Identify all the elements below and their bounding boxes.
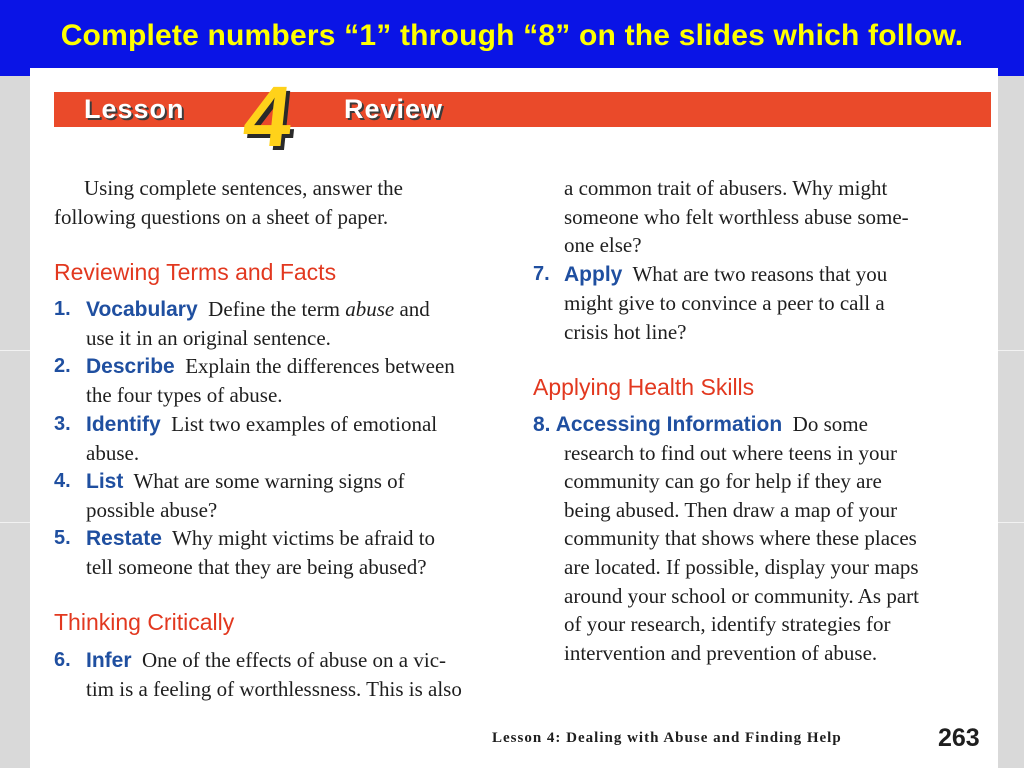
q7-line-2: might give to convince a peer to call a xyxy=(564,291,885,315)
slide-title-bar xyxy=(0,0,1024,76)
q6-line-5: one else? xyxy=(564,233,642,257)
heading-health-skills: Applying Health Skills xyxy=(533,374,755,400)
q6-line-1: Infer One of the effects of abuse on a vic- xyxy=(86,648,447,672)
lesson-review-banner xyxy=(54,92,991,127)
margin-divider xyxy=(0,522,30,523)
q8-line-5: community that shows where these places xyxy=(564,526,917,550)
lesson-number: 4 xyxy=(238,69,297,165)
q1-line-1: Vocabulary Define the term abuse and xyxy=(86,297,430,321)
intro-line-1: Using complete sentences, answer the xyxy=(84,176,403,200)
q4-line-1: List What are some warning signs of xyxy=(86,469,405,493)
q8-line-4: being abused. Then draw a map of your xyxy=(564,498,898,522)
page-number: 263 xyxy=(938,724,980,752)
q8-keyword: Accessing Information xyxy=(555,413,783,436)
q2-keyword: Describe xyxy=(86,355,175,378)
right-margin xyxy=(998,76,1024,768)
q5-keyword: Restate xyxy=(86,527,162,550)
heading-thinking-critically: Thinking Critically xyxy=(54,609,235,635)
intro-line-2: following questions on a sheet of paper. xyxy=(54,205,389,229)
margin-divider xyxy=(0,350,30,351)
q8-line-6: are located. If possible, display your maps xyxy=(564,555,919,579)
q1-keyword: Vocabulary xyxy=(86,298,198,321)
q4-keyword: List xyxy=(86,470,124,493)
q8-number: 8. xyxy=(533,413,551,436)
q6-line-2: tim is a feeling of worthlessness. This is also xyxy=(86,677,462,701)
q3-number: 3. xyxy=(54,413,71,435)
q2-line-2: the four types of abuse. xyxy=(86,383,283,407)
q7-keyword: Apply xyxy=(564,263,623,286)
q4-line-2: possible abuse? xyxy=(86,498,218,522)
q5-number: 5. xyxy=(54,527,71,549)
q1-number: 1. xyxy=(54,298,71,320)
margin-divider xyxy=(998,522,1024,523)
q2-number: 2. xyxy=(54,355,71,377)
banner-lesson-word: Lesson xyxy=(84,94,185,124)
q6-number: 6. xyxy=(54,649,71,671)
q7-line-3: crisis hot line? xyxy=(564,320,687,344)
q8-line-9: intervention and prevention of abuse. xyxy=(564,641,878,665)
q8-line-1: 8. Accessing Information Do some xyxy=(533,412,868,436)
slide-title: Complete numbers “1” through “8” on the slides which follow. xyxy=(60,19,964,52)
q2-line-1: Describe Explain the differences between xyxy=(86,354,455,378)
left-margin xyxy=(0,76,30,768)
q8-line-3: community can go for help if they are xyxy=(564,469,882,493)
textbook-page xyxy=(30,68,998,768)
q5-line-2: tell someone that they are being abused? xyxy=(86,555,427,579)
q3-line-2: abuse. xyxy=(86,441,140,465)
q6-keyword: Infer xyxy=(86,649,132,672)
heading-terms-facts: Reviewing Terms and Facts xyxy=(54,259,337,285)
q8-line-7: around your school or community. As part xyxy=(564,584,920,608)
q7-line-1: Apply What are two reasons that you xyxy=(564,262,888,286)
q8-line-2: research to find out where teens in your xyxy=(564,441,897,465)
q1-line-2: use it in an original sentence. xyxy=(86,326,331,350)
q6-line-3: a common trait of abusers. Why might xyxy=(564,176,888,200)
q6-line-4: someone who felt worthless abuse some- xyxy=(564,205,909,229)
q3-line-1: Identify List two examples of emotional xyxy=(86,412,438,436)
banner-review-word: Review xyxy=(344,94,444,124)
q5-line-1: Restate Why might victims be afraid to xyxy=(86,526,436,550)
margin-divider xyxy=(998,350,1024,351)
page-footer: Lesson 4: Dealing with Abuse and Finding Help xyxy=(492,730,842,746)
q4-number: 4. xyxy=(54,470,71,492)
q7-number: 7. xyxy=(533,263,550,285)
q8-line-8: of your research, identify strategies for xyxy=(564,612,891,636)
q3-keyword: Identify xyxy=(86,413,161,436)
